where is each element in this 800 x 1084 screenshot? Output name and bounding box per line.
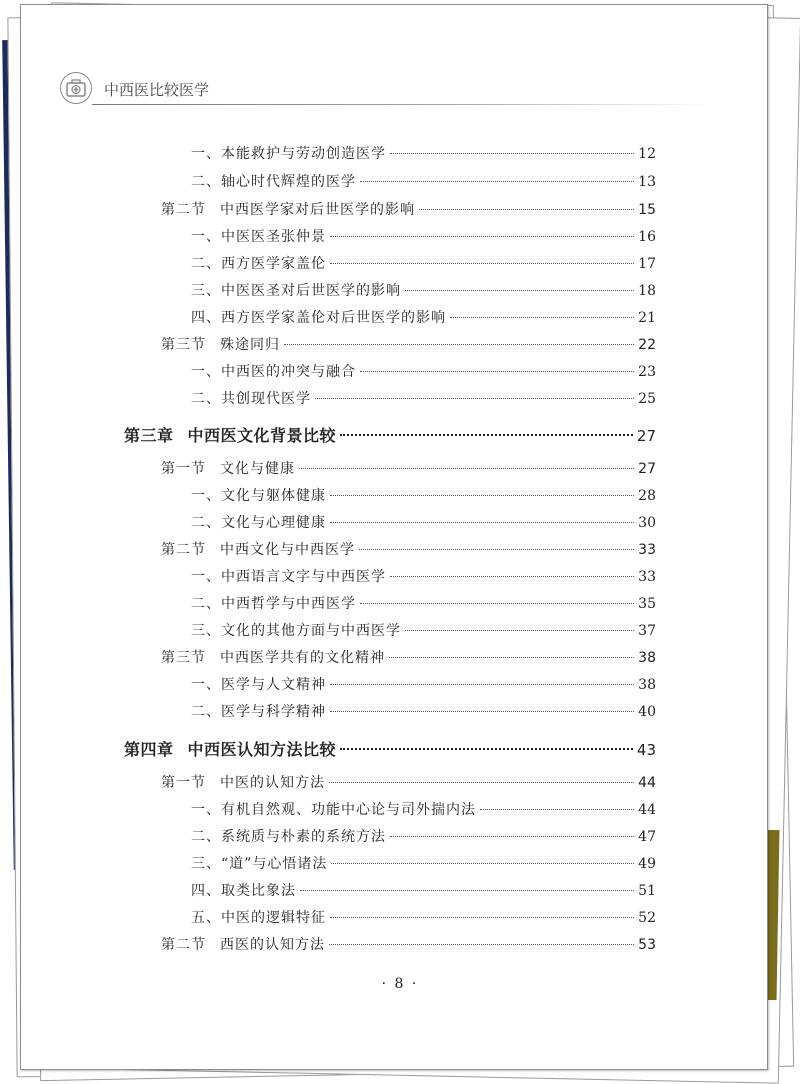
toc-entry-title: 一、本能救护与劳动创造医学 bbox=[191, 146, 386, 162]
toc-page-number: 53 bbox=[638, 937, 656, 953]
dot-leader bbox=[360, 181, 634, 182]
toc-entry-label bbox=[161, 199, 415, 219]
toc-item-row[interactable] bbox=[191, 620, 656, 642]
toc-item-row[interactable] bbox=[191, 280, 656, 302]
toc-page-number: 18 bbox=[638, 283, 656, 299]
toc-item-row[interactable] bbox=[191, 799, 656, 821]
dot-leader bbox=[329, 944, 634, 945]
toc-item-row[interactable] bbox=[191, 880, 656, 902]
toc-item-row[interactable] bbox=[191, 701, 656, 723]
toc-entry-marker: 第二节 bbox=[161, 542, 206, 558]
toc-page-number: 52 bbox=[638, 910, 656, 926]
toc-entry-title: 二、文化与心理健康 bbox=[191, 515, 326, 531]
toc-entry-title: 二、医学与科学精神 bbox=[191, 704, 326, 720]
toc-entry-marker: 第三节 bbox=[161, 650, 206, 666]
toc-page-number: 13 bbox=[638, 174, 656, 190]
toc-item-row[interactable] bbox=[191, 512, 656, 534]
toc-entry-label bbox=[191, 620, 401, 640]
toc-page-number: 21 bbox=[638, 310, 656, 326]
toc-entry-label bbox=[161, 334, 280, 354]
toc-entry-label bbox=[191, 143, 386, 163]
toc-entry-marker: 第二节 bbox=[161, 937, 206, 953]
toc-entry-title: 五、中医的逻辑特征 bbox=[191, 910, 326, 926]
toc-entry-title: 三、中医医圣对后世医学的影响 bbox=[191, 283, 401, 299]
dot-leader bbox=[360, 603, 634, 604]
toc-page-number: 12 bbox=[638, 146, 656, 162]
toc-entry-label bbox=[191, 674, 326, 694]
toc-page-number: 49 bbox=[638, 856, 656, 872]
toc-entry-label bbox=[161, 772, 325, 792]
toc-page-number: 15 bbox=[638, 202, 656, 218]
dot-leader bbox=[299, 468, 634, 469]
toc-entry-label bbox=[191, 171, 356, 191]
toc-entry-title: 文化与健康 bbox=[220, 461, 295, 477]
toc-page-number: 33 bbox=[638, 569, 656, 585]
toc-item-row[interactable] bbox=[191, 907, 656, 929]
toc-entry-title: 中西文化与中西医学 bbox=[220, 542, 355, 558]
toc-entry-label bbox=[191, 512, 326, 532]
toc-entry-label bbox=[191, 593, 356, 613]
toc-section-row[interactable] bbox=[161, 647, 656, 669]
toc-entry-marker: 第一节 bbox=[161, 461, 206, 477]
dot-leader bbox=[360, 371, 634, 372]
toc-chapter-row[interactable] bbox=[124, 737, 656, 759]
book-title: 中西医比较医学 bbox=[104, 81, 210, 99]
toc-page-number: 28 bbox=[638, 488, 656, 504]
toc-page-number: 27 bbox=[636, 427, 656, 445]
dot-leader bbox=[330, 236, 634, 237]
toc-entry-label bbox=[191, 485, 326, 505]
toc-item-row[interactable] bbox=[191, 853, 656, 875]
toc-section-row[interactable] bbox=[161, 199, 656, 221]
dot-leader bbox=[330, 684, 634, 685]
toc-item-row[interactable] bbox=[191, 171, 656, 193]
header-rule bbox=[92, 104, 712, 105]
toc-entry-label bbox=[191, 307, 446, 327]
toc-entry-title: 三、文化的其他方面与中西医学 bbox=[191, 623, 401, 639]
toc-item-row[interactable] bbox=[191, 388, 656, 410]
toc-item-row[interactable] bbox=[191, 361, 656, 383]
toc-item-row[interactable] bbox=[191, 485, 656, 507]
toc-entry-title: 二、轴心时代辉煌的医学 bbox=[191, 174, 356, 190]
toc-entry-label bbox=[191, 226, 326, 246]
toc-entry-label bbox=[191, 880, 296, 900]
dot-leader bbox=[331, 863, 634, 864]
dot-leader bbox=[329, 782, 634, 783]
toc-entry-label bbox=[191, 799, 476, 819]
toc-page-number: 33 bbox=[638, 542, 656, 558]
dot-leader bbox=[405, 630, 634, 631]
dot-leader bbox=[330, 711, 634, 712]
toc-entry-label bbox=[191, 566, 386, 586]
toc-page-number: 25 bbox=[638, 391, 656, 407]
toc-entry-title: 一、中医医圣张仲景 bbox=[191, 229, 326, 245]
toc-entry-title: 中医的认知方法 bbox=[220, 775, 325, 791]
dot-leader bbox=[330, 495, 634, 496]
toc-entry-label bbox=[191, 907, 326, 927]
toc-item-row[interactable] bbox=[191, 143, 656, 165]
toc-section-row[interactable] bbox=[161, 458, 656, 480]
toc-entry-title: 二、西方医学家盖伦 bbox=[191, 256, 326, 272]
toc-entry-title: 一、中西医的冲突与融合 bbox=[191, 364, 356, 380]
toc-section-row[interactable] bbox=[161, 772, 656, 794]
dot-leader bbox=[330, 522, 634, 523]
toc-entry-title: 中西医文化背景比较 bbox=[187, 426, 337, 445]
toc-item-row[interactable] bbox=[191, 674, 656, 696]
dot-leader bbox=[389, 657, 634, 658]
toc-page-number: 27 bbox=[638, 461, 656, 477]
toc-entry-marker: 第三节 bbox=[161, 337, 206, 353]
toc-item-row[interactable] bbox=[191, 593, 656, 615]
toc-item-row[interactable] bbox=[191, 253, 656, 275]
toc-entry-marker: 第一节 bbox=[161, 775, 206, 791]
toc-page-number: 51 bbox=[638, 883, 656, 899]
toc-page-number: 44 bbox=[638, 802, 656, 818]
dot-leader bbox=[419, 209, 634, 210]
dot-leader bbox=[300, 890, 634, 891]
toc-section-row[interactable] bbox=[161, 539, 656, 561]
toc-entry-title: 中西医学共有的文化精神 bbox=[220, 650, 385, 666]
toc-page-number: 37 bbox=[638, 623, 656, 639]
dot-leader bbox=[390, 153, 634, 154]
toc-entry-label bbox=[124, 737, 336, 760]
toc-entry-label bbox=[161, 458, 295, 478]
toc-entry-label bbox=[191, 853, 327, 873]
running-header bbox=[60, 72, 720, 106]
toc-page-number: 38 bbox=[638, 677, 656, 693]
toc-entry-label bbox=[161, 934, 325, 954]
toc-entry-label bbox=[191, 280, 401, 300]
toc-entry-title: 西医的认知方法 bbox=[220, 937, 325, 953]
dot-leader bbox=[405, 290, 634, 291]
toc-entry-label bbox=[161, 539, 355, 559]
toc-entry-title: 四、西方医学家盖伦对后世医学的影响 bbox=[191, 310, 446, 326]
dot-leader bbox=[284, 344, 634, 345]
dot-leader bbox=[390, 576, 634, 577]
toc-chapter-row[interactable] bbox=[124, 423, 656, 445]
toc-entry-title: 一、医学与人文精神 bbox=[191, 677, 326, 693]
toc-page-number: 43 bbox=[636, 741, 656, 759]
toc-entry-label bbox=[124, 423, 336, 446]
toc-section-row[interactable] bbox=[161, 934, 656, 956]
toc-entry-label bbox=[191, 701, 326, 721]
dot-leader bbox=[359, 549, 634, 550]
toc-entry-marker: 第三章 bbox=[124, 426, 174, 445]
dot-leader bbox=[450, 317, 634, 318]
toc-page-number: 17 bbox=[638, 256, 656, 272]
toc-page-number: 30 bbox=[638, 515, 656, 531]
toc-page-number: 38 bbox=[638, 650, 656, 666]
toc-item-row[interactable] bbox=[191, 826, 656, 848]
toc-entry-title: 殊途同归 bbox=[220, 337, 280, 353]
toc-entry-label bbox=[191, 253, 326, 273]
dot-leader bbox=[330, 917, 634, 918]
toc-entry-title: 中西医认知方法比较 bbox=[187, 740, 337, 759]
page-number: · 8 · bbox=[381, 976, 419, 992]
dot-leader bbox=[480, 809, 634, 810]
toc-entry-marker: 第二节 bbox=[161, 202, 206, 218]
dot-leader bbox=[330, 263, 634, 264]
toc-entry-label bbox=[161, 647, 385, 667]
toc-page-number: 22 bbox=[638, 337, 656, 353]
dot-leader bbox=[340, 434, 633, 436]
toc-entry-title: 二、共创现代医学 bbox=[191, 391, 311, 407]
dot-leader bbox=[390, 836, 634, 837]
toc-entry-title: 四、取类比象法 bbox=[191, 883, 296, 899]
toc-page-number: 35 bbox=[638, 596, 656, 612]
toc-entry-title: 一、文化与躯体健康 bbox=[191, 488, 326, 504]
toc-entry-label bbox=[191, 388, 311, 408]
toc-item-row[interactable] bbox=[191, 226, 656, 248]
dot-leader bbox=[315, 398, 634, 399]
toc-entry-title: 三、“道”与心悟诸法 bbox=[191, 856, 328, 872]
toc-entry-label bbox=[191, 361, 356, 381]
toc-item-row[interactable] bbox=[191, 307, 656, 329]
dot-leader bbox=[340, 748, 633, 750]
toc-page-number: 47 bbox=[638, 829, 656, 845]
toc-section-row[interactable] bbox=[161, 334, 656, 356]
toc-page-number: 44 bbox=[638, 775, 656, 791]
toc-entry-title: 一、有机自然观、功能中心论与司外揣内法 bbox=[191, 802, 476, 818]
medical-kit-icon bbox=[60, 72, 92, 104]
toc-entry-title: 二、系统质与朴素的系统方法 bbox=[191, 829, 386, 845]
toc-entry-title: 中西医学家对后世医学的影响 bbox=[220, 202, 415, 218]
toc-entry-title: 一、中西语言文字与中西医学 bbox=[191, 569, 386, 585]
toc-entry-label bbox=[191, 826, 386, 846]
toc-entry-title: 二、中西哲学与中西医学 bbox=[191, 596, 356, 612]
toc-item-row[interactable] bbox=[191, 566, 656, 588]
toc-page-number: 16 bbox=[638, 229, 656, 245]
toc-page-number: 23 bbox=[638, 364, 656, 380]
toc-page-number: 40 bbox=[638, 704, 656, 720]
toc-entry-marker: 第四章 bbox=[124, 740, 174, 759]
